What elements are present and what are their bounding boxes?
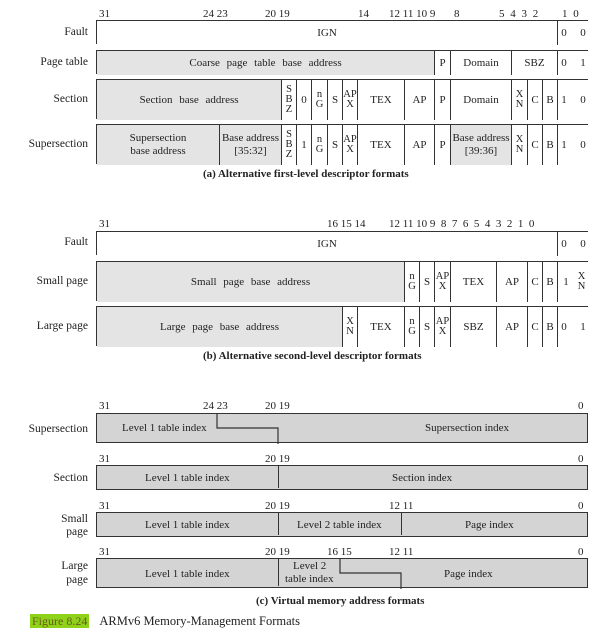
- row-label-section: Section: [53, 93, 88, 105]
- field-s-b-z: S B Z: [282, 80, 297, 120]
- field-level2-index-line1: Level 2: [293, 560, 327, 572]
- bit-31: 31: [99, 8, 110, 20]
- field-1-0: 1 0: [558, 125, 589, 165]
- field-level2-index: Level 2 table index: [297, 519, 382, 531]
- descriptor-frame: [96, 306, 588, 346]
- field-0: 0: [297, 80, 312, 120]
- field-sbz: SBZ: [512, 51, 558, 75]
- bit-0: 0: [578, 546, 584, 558]
- field-n-g: n G: [405, 262, 420, 302]
- bit-8: 8: [454, 8, 460, 20]
- field-level2-index-line2: table index: [285, 573, 334, 585]
- row-label-small-page: Small page: [36, 275, 88, 287]
- bit-20-19: 20 19: [265, 500, 290, 512]
- field-base-address-39-36: Base address [39:36]: [451, 125, 512, 165]
- field-b: B: [543, 262, 558, 302]
- field-c: C: [528, 262, 543, 302]
- field-supersection-base-address: Supersection base address: [97, 125, 220, 165]
- bit-12-9: 12 11 10 9: [389, 8, 436, 20]
- bit-0: 0: [578, 500, 584, 512]
- figure-number: Figure 8.24: [32, 614, 88, 628]
- field-s-b-z: S B Z: [282, 125, 297, 165]
- row-label-fault: Fault: [64, 236, 88, 248]
- va-small-page: [96, 512, 588, 537]
- field-ap-x: AP X: [343, 80, 358, 120]
- field-level1-index: Level 1 table index: [145, 568, 230, 580]
- bit-0: 0: [578, 453, 584, 465]
- field-ap: AP: [405, 80, 435, 120]
- field-ap: AP: [497, 262, 528, 302]
- bit-20-19: 20 19: [265, 400, 290, 412]
- field-x-n: X N: [574, 262, 589, 302]
- field-0-0: 0 0: [558, 232, 589, 256]
- row-label-small-page-1: Small: [61, 513, 88, 525]
- row-label-fault: Fault: [64, 26, 88, 38]
- field-n-g: n G: [312, 80, 328, 120]
- field-x-n: X N: [343, 307, 358, 347]
- descriptor-fault: [96, 231, 588, 255]
- descriptor-frame: [96, 50, 588, 74]
- descriptor-supersection: [96, 124, 588, 164]
- descriptor-frame: [96, 231, 588, 255]
- field-n-g: n G: [312, 125, 328, 165]
- field-n-g: n G: [405, 307, 420, 347]
- row-label-supersection: Supersection: [28, 138, 88, 150]
- descriptor-frame: [96, 79, 588, 119]
- bit-1-0: 1 0: [562, 8, 579, 20]
- field-large-page-base-address: Large page base address: [97, 307, 343, 347]
- field-coarse-page-table-base-address: Coarse page table base address: [97, 51, 435, 75]
- field-tex: TEX: [451, 262, 497, 302]
- field-b: B: [543, 125, 558, 165]
- field-ign: IGN: [97, 21, 558, 45]
- field-1: 1: [297, 125, 312, 165]
- field-section-base-address: Section base address: [97, 80, 282, 120]
- row-label-section: Section: [53, 472, 88, 484]
- field-c: C: [528, 80, 543, 120]
- figure-title: ARMv6 Memory-Management Formats: [99, 614, 301, 628]
- caption-a: (a) Alternative first-level descriptor formats: [203, 168, 409, 180]
- field-domain: Domain: [451, 80, 512, 120]
- field-base-address-35-32: Base address [35:32]: [220, 125, 282, 165]
- field-1-0: 1 0: [558, 80, 589, 120]
- field-section-index: Section index: [392, 472, 453, 484]
- bit-31: 31: [99, 546, 110, 558]
- field-tex: TEX: [358, 80, 405, 120]
- field-s: S: [420, 307, 435, 347]
- field-page-index: Page index: [444, 568, 493, 580]
- field-ign: IGN: [97, 232, 558, 256]
- field-p: P: [435, 80, 451, 120]
- bit-20-19: 20 19: [265, 453, 290, 465]
- bit-31: 31: [99, 400, 110, 412]
- field-sbz: SBZ: [451, 307, 497, 347]
- descriptor-page-table: [96, 50, 588, 74]
- bit-12-11: 12 11: [389, 546, 414, 558]
- descriptor-frame: [96, 261, 588, 301]
- bit-31: 31: [99, 453, 110, 465]
- descriptor-frame: [96, 20, 588, 44]
- field-1: 1: [558, 262, 574, 302]
- va-supersection: [96, 413, 588, 443]
- bit-20-19: 20 19: [265, 546, 290, 558]
- va-large-page: [96, 558, 588, 588]
- row-label-supersection: Supersection: [28, 423, 88, 435]
- bit-20-19: 20 19: [265, 8, 290, 20]
- bit-5-2: 5 4 3 2: [499, 8, 539, 20]
- field-tex: TEX: [358, 307, 405, 347]
- descriptor-section: [96, 79, 588, 119]
- bit-12-0: 12 11 10 9 8 7 6 5 4 3 2 1 0: [389, 218, 535, 230]
- bit-31: 31: [99, 218, 110, 230]
- bit-24-23: 24 23: [203, 400, 228, 412]
- field-supersection-index: Supersection index: [425, 422, 510, 434]
- field-level1-index: Level 1 table index: [145, 472, 230, 484]
- field-c: C: [528, 125, 543, 165]
- bit-16-14: 16 15 14: [327, 218, 366, 230]
- field-b: B: [543, 307, 558, 347]
- field-page-index: Page index: [465, 519, 514, 531]
- row-label-page-table: Page table: [40, 56, 88, 68]
- field-x-n: X N: [512, 80, 528, 120]
- field-c: C: [528, 307, 543, 347]
- field-level1-index: Level 1 table index: [145, 519, 230, 531]
- field-p: P: [435, 51, 451, 75]
- descriptor-large-page: [96, 306, 588, 346]
- descriptor-frame: [96, 124, 588, 164]
- field-tex: TEX: [358, 125, 405, 165]
- caption-b: (b) Alternative second-level descriptor formats: [203, 350, 422, 362]
- field-ap-x: AP X: [435, 262, 451, 302]
- field-x-n: X N: [512, 125, 528, 165]
- row-label-small-page-2: page: [66, 526, 88, 538]
- bit-12-11: 12 11: [389, 500, 414, 512]
- field-domain: Domain: [451, 51, 512, 75]
- bit-14: 14: [358, 8, 369, 20]
- field-0-1: 0 1: [558, 307, 589, 347]
- bit-16-15: 16 15: [327, 546, 352, 558]
- field-small-page-base-address: Small page base address: [97, 262, 405, 302]
- bit-31: 31: [99, 500, 110, 512]
- field-s: S: [328, 80, 343, 120]
- field-s: S: [420, 262, 435, 302]
- field-ap-x: AP X: [435, 307, 451, 347]
- row-label-large-page-2: page: [66, 574, 88, 586]
- field-0-1: 0 1: [558, 51, 589, 75]
- field-0-0: 0 0: [558, 21, 589, 45]
- field-ap-x: AP X: [343, 125, 358, 165]
- field-s: S: [328, 125, 343, 165]
- va-section: [96, 465, 588, 490]
- figure-caption: [30, 614, 300, 629]
- field-ap: AP: [497, 307, 528, 347]
- bit-24-23: 24 23: [203, 8, 228, 20]
- field-level1-index: Level 1 table index: [122, 422, 207, 434]
- field-b: B: [543, 80, 558, 120]
- field-p: P: [435, 125, 451, 165]
- row-label-large-page-1: Large: [61, 560, 88, 572]
- bit-0: 0: [578, 400, 584, 412]
- descriptor-small-page: [96, 261, 588, 301]
- caption-c: (c) Virtual memory address formats: [256, 595, 425, 607]
- row-label-large-page: Large page: [36, 320, 88, 332]
- field-ap: AP: [405, 125, 435, 165]
- descriptor-fault: [96, 20, 588, 44]
